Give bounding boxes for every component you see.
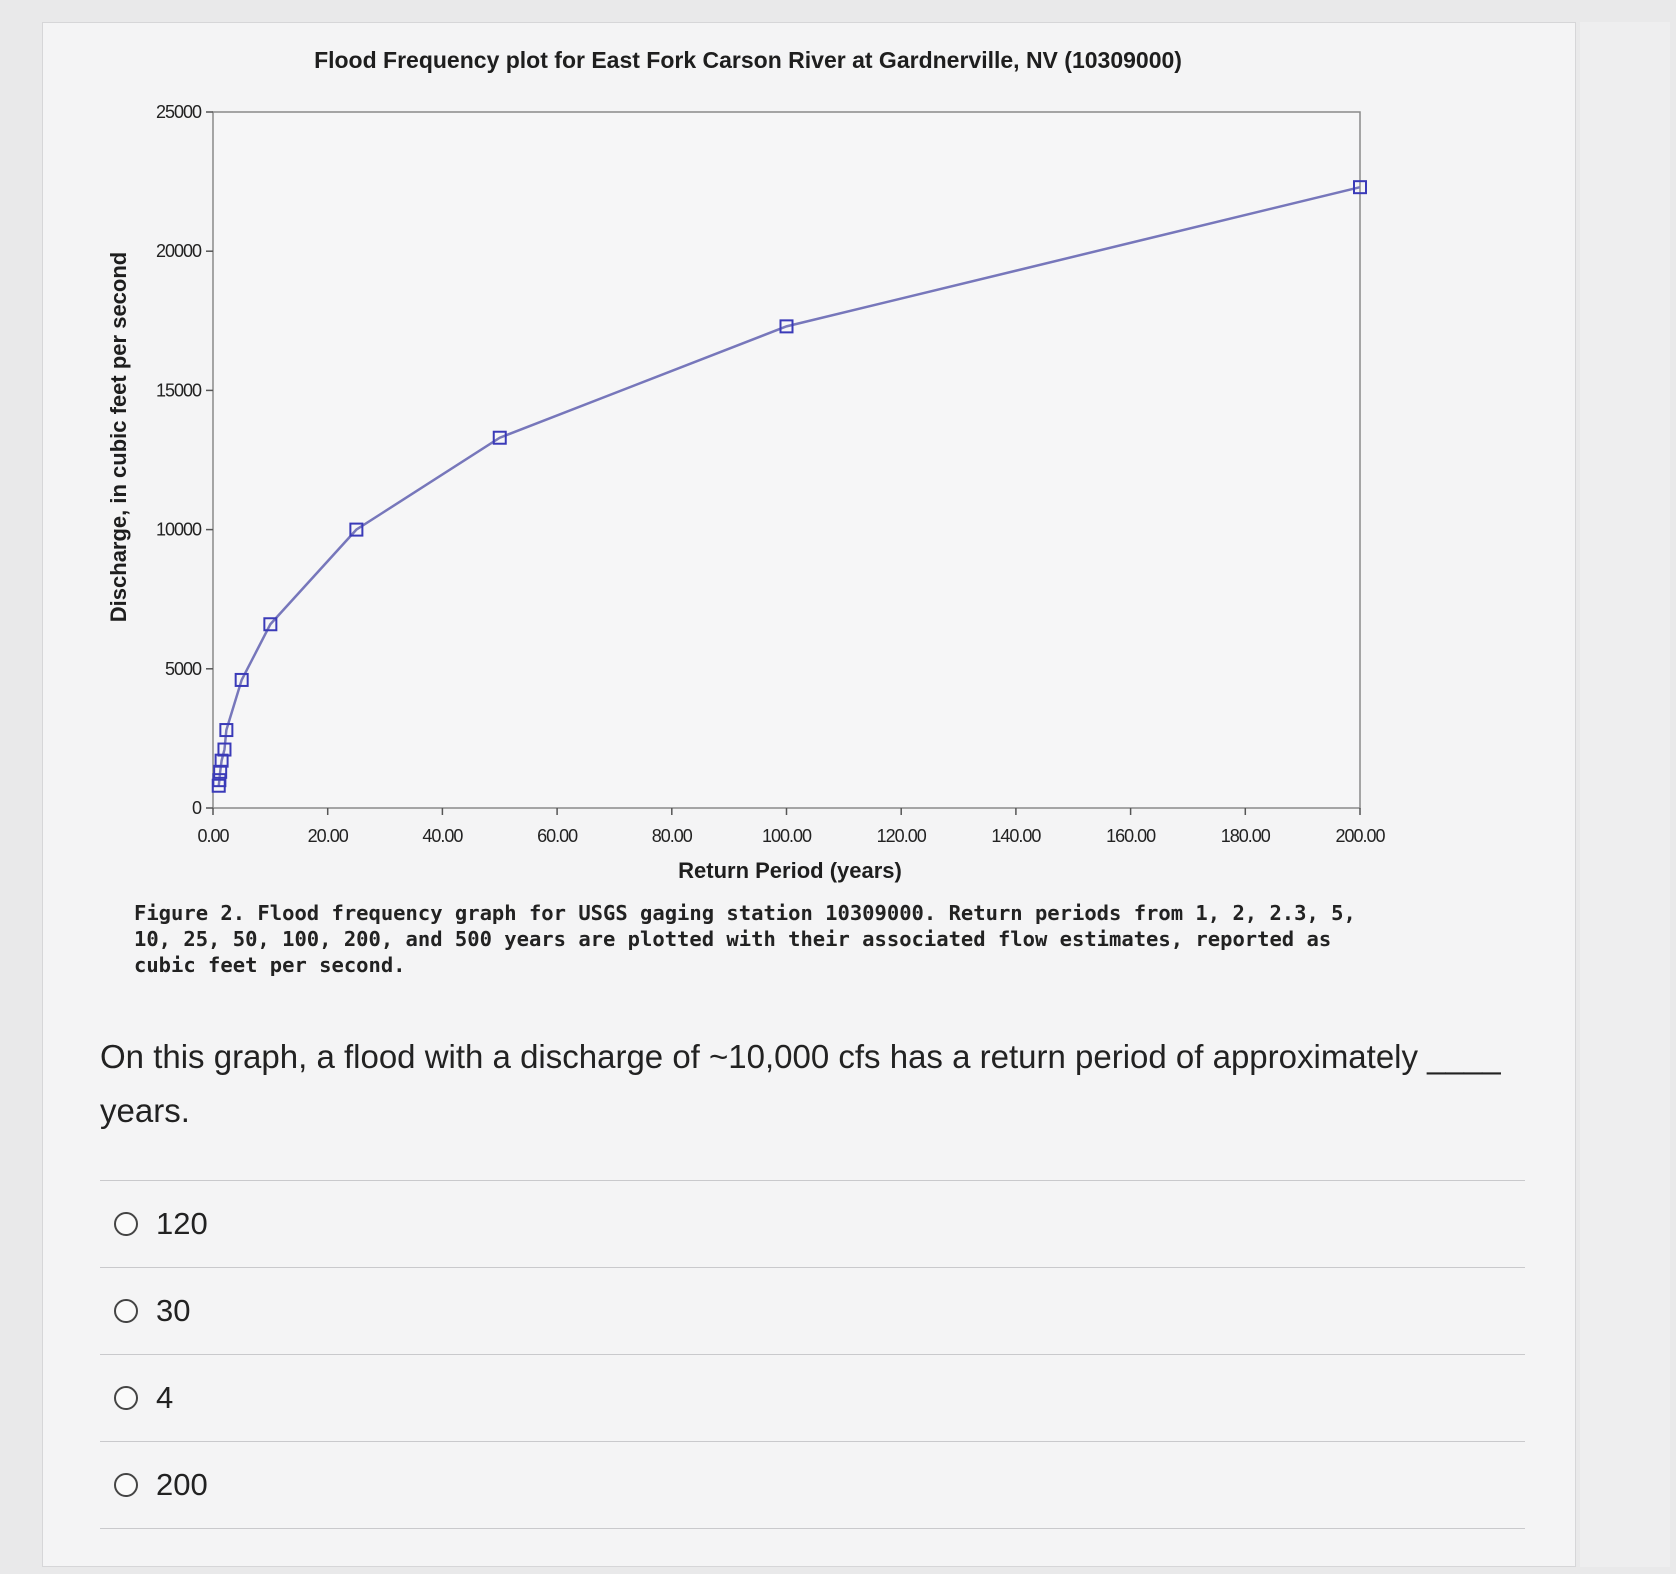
y-axis-label: Discharge, in cubic feet per second	[106, 251, 131, 623]
x-tick-label: 160.00	[1106, 826, 1156, 846]
y-tick-label: 25000	[155, 102, 201, 122]
y-tick-label: 20000	[155, 241, 201, 262]
x-tick-label: 0.00	[197, 826, 229, 846]
x-axis	[197, 808, 1385, 846]
y-tick-label: 0	[191, 798, 201, 818]
option-label: 200	[156, 1467, 208, 1502]
option-label: 120	[156, 1206, 208, 1241]
y-axis	[156, 102, 213, 818]
radio-icon[interactable]	[114, 1212, 138, 1236]
x-axis-label: Return Period (years)	[678, 858, 902, 883]
y-tick-label: 10000	[155, 519, 201, 540]
radio-icon[interactable]	[114, 1386, 138, 1410]
option-120[interactable]	[100, 1181, 1525, 1268]
question-text: On this graph, a flood with a discharge of ~10,000 cfs has a return period of approximately ____ years.	[100, 1038, 1501, 1129]
x-tick-label: 60.00	[537, 826, 578, 846]
option-label: 30	[156, 1293, 191, 1328]
option-4[interactable]	[100, 1355, 1525, 1442]
radio-icon[interactable]	[114, 1299, 138, 1323]
y-tick-label: 15000	[155, 380, 201, 401]
x-tick-label: 140.00	[991, 826, 1041, 846]
x-tick-label: 20.00	[307, 826, 348, 846]
y-tick-label: 5000	[164, 658, 201, 679]
x-tick-label: 80.00	[651, 826, 692, 846]
plot-area	[213, 112, 1360, 808]
figure-caption: Figure 2. Flood frequency graph for USGS gaging station 10309000. Return periods from 1, 2, 2.3, 5, 10, 25, 50, 100, 200, and 500 years are plotted with their associated flow estimates, reported as cubic feet per second.	[134, 901, 1356, 977]
option-label: 4	[156, 1380, 174, 1415]
radio-icon[interactable]	[114, 1473, 138, 1497]
answer-options	[100, 1180, 1525, 1529]
x-tick-label: 180.00	[1220, 826, 1270, 846]
chart-title: Flood Frequency plot for East Fork Carson River at Gardnerville, NV (10309000)	[314, 47, 1182, 73]
x-tick-label: 100.00	[761, 826, 812, 846]
option-200[interactable]	[100, 1442, 1525, 1529]
option-30[interactable]	[100, 1268, 1525, 1355]
x-tick-label: 200.00	[1335, 826, 1385, 846]
x-tick-label: 40.00	[422, 826, 463, 846]
x-tick-label: 120.00	[876, 826, 926, 846]
